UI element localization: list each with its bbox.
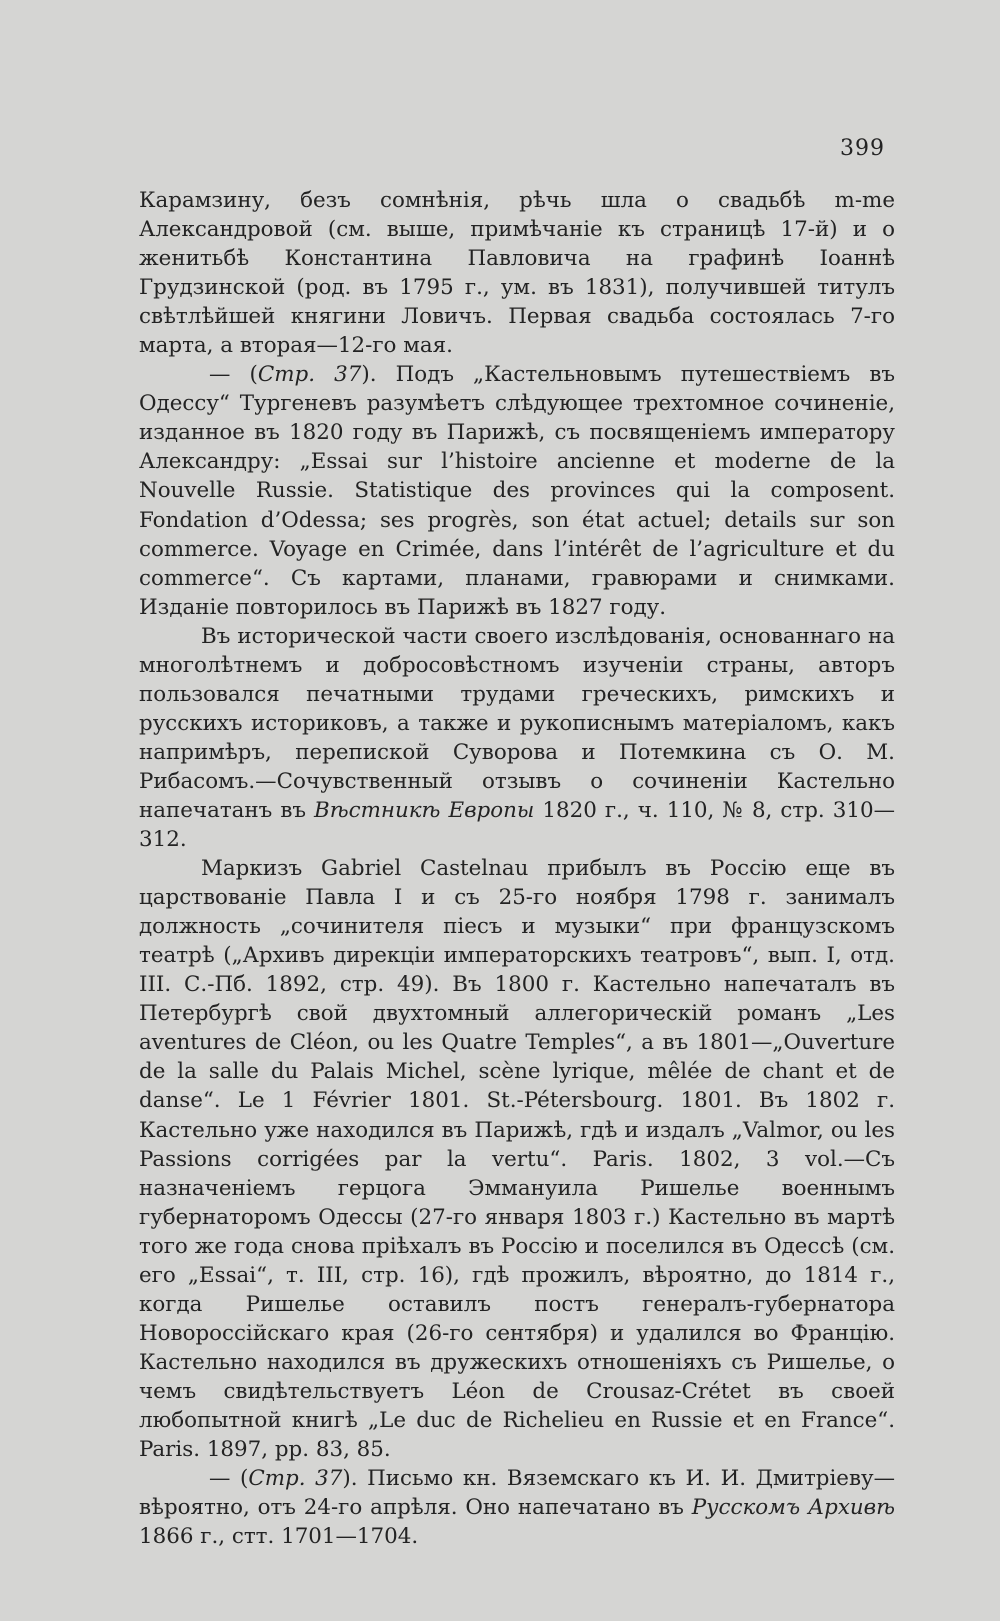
journal-title: Русскомъ Архивѣ: [691, 1495, 895, 1521]
paragraph-text: ). Подъ „Кастельновымъ путешествіемъ въ Одессу“ Тургеневъ разумѣетъ слѣдующее трехтомное сочиненіе, изданное въ 1820 году въ Парижѣ, съ посвященіемъ императору Александру: „Essai sur l’histoire ancienne et moderne de la Nouvelle Russie. Statistique des provinces qui la composent. Fondation d’Odessa; ses progrès, son état actuel; details sur son commerce. Voyage en Crimée, dans l’intérêt de l’agriculture et du commerce“. Съ картами, планами, гравюрами и снимками. Изданіе повторилось въ Парижѣ въ 1827 году.: [139, 362, 895, 620]
paragraph-vyazemsky-letter: [139, 1464, 895, 1551]
paragraph-text: 1866 г., стт. 1701—1704.: [139, 1524, 419, 1550]
paragraph-text: Маркизъ Gabriel Castelnau прибылъ въ Россію еще въ царствованіе Павла I и съ 25-го ноября 1798 г. занималъ должность „сочинителя піесъ и музыки“ при французскомъ театрѣ („Архивъ дирекціи императорскихъ театровъ“, вып. I, отд. III. С.-Пб. 1892, стр. 49). Въ 1800 г. Кастельно напечаталъ въ Петербургѣ свой двухтомный аллегорическій романъ „Les aventures de Cléon, ou les Quatre Temples“, а въ 1801—„Ouverture de la salle du Palais Michel, scène lyrique, mêlée de chant et de danse“. Le 1 Février 1801. St.-Pétersbourg. 1801. Въ 1802 г. Кастельно уже находился въ Парижѣ, гдѣ и издалъ „Valmor, ou les Passions corrigées par la vertu“. Paris. 1802, 3 vol.—Съ назначеніемъ герцога Эммануила Ришелье военнымъ губернаторомъ Одессы (27-го января 1803 г.) Кастельно въ мартѣ того же года снова пріѣхалъ въ Россію и поселился въ Одессѣ (см. его „Essai“, т. III, стр. 16), гдѣ прожилъ, вѣроятно, до 1814 г., когда Ришелье оставилъ постъ генералъ-губернатора Новороссійскаго края (26-го сентября) и удалился во Францію. Кастельно находился въ дружескихъ отношеніяхъ съ Ришелье, о чемъ свидѣтельствуетъ Léon de Crousaz-Crétet въ своей любопытной книгѣ „Le duc de Richelieu en Russie et en France“. Paris. 1897, pp. 83, 85.: [139, 856, 895, 1463]
page-number: 399: [840, 136, 885, 161]
paragraph-text: 1820 г., ч. 110, № 8, стр. 310—312.: [139, 797, 895, 853]
paragraph-text: — (: [209, 362, 258, 388]
body-text: [139, 186, 895, 1551]
paragraph-text: Въ исторической части своего изслѣдованія, основаннаго на многолѣтнемъ и добросовѣстномъ изученіи страны, авторъ пользовался печатными трудами греческихъ, римскихъ и русскихъ историковъ, а также и рукописнымъ матеріаломъ, какъ напримѣръ, перепиской Суворова и Потемкина съ О. М. Рибасомъ.—Сочувственный отзывъ о сочиненіи Кастельно напечатанъ въ: [139, 623, 895, 823]
paragraph-castelnau-journey: [139, 360, 895, 621]
paragraph-text: ). Письмо кн. Вяземскаго къ И. И. Дмитріеву—вѣроятно, отъ 24-го апрѣля. Оно напечатано въ: [139, 1466, 895, 1521]
paragraph-historical-part: [139, 622, 895, 854]
paragraph-karamzin-weddings: [139, 186, 895, 360]
paragraph-text: Карамзину, безъ сомнѣнія, рѣчь шла о свадьбѣ m-me Александровой (см. выше, примѣчаніе къ страницѣ 17-й) и о женитьбѣ Константина Павловича на графинѣ Іоаннѣ Грудзинской (род. въ 1795 г., ум. въ 1831), получившей титулъ свѣтлѣйшей княгини Ловичъ. Первая свадьба состоялась 7-го марта, а вторая—12-го мая.: [139, 188, 895, 359]
paragraph-marquis-castelnau: [139, 854, 895, 1464]
page-reference: Стр. 37: [257, 362, 362, 388]
page-reference: Стр. 37: [248, 1466, 343, 1492]
journal-title: Вѣстникѣ Европы: [314, 797, 535, 823]
paragraph-text: — (: [209, 1466, 249, 1492]
